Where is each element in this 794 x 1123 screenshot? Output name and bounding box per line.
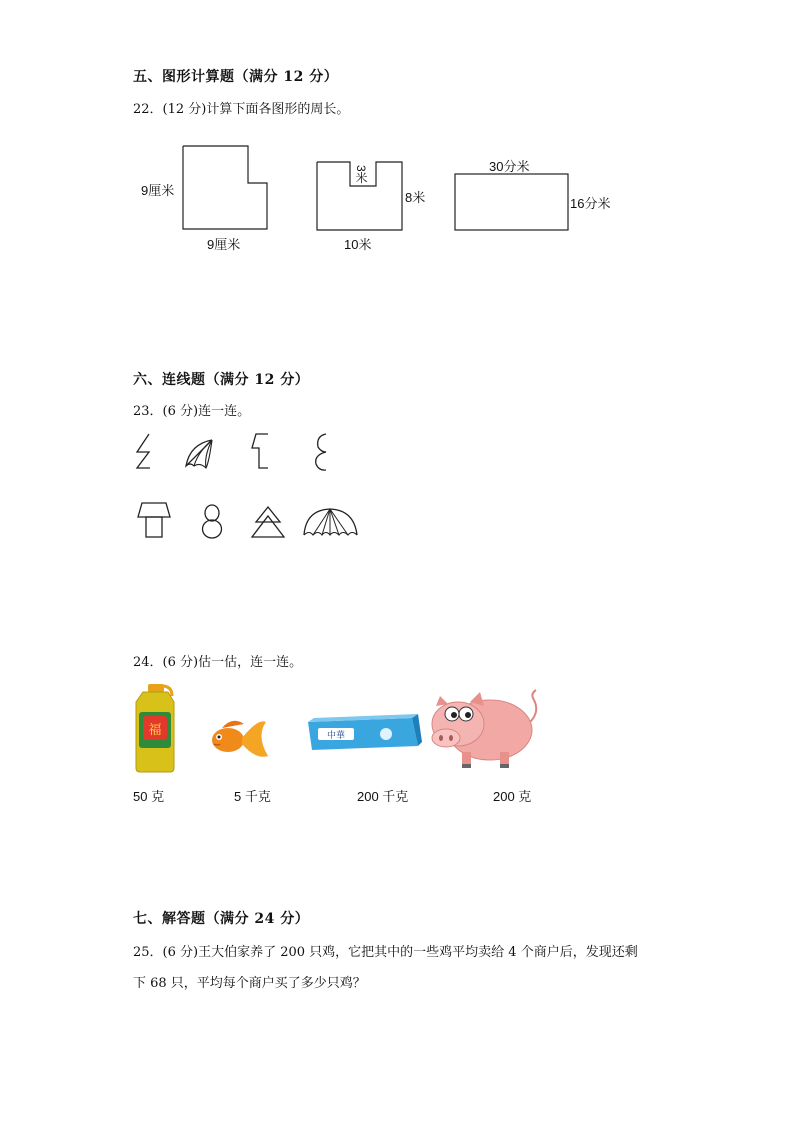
question-23: 23．(6 分)连一连。 [133, 404, 251, 419]
oil-bottle-icon [136, 684, 174, 772]
fig2-right-label: 8米 [405, 190, 426, 205]
oil-label: 福 [148, 723, 162, 738]
question-25-line2: 下 68 只，平均每个商户买了多少只鸡？ [133, 976, 366, 991]
weight-label-2: 5 千克 [234, 789, 271, 804]
fig1-left-label: 9厘米 [141, 183, 175, 198]
fig1-bottom-label: 9厘米 [207, 237, 241, 252]
toothpaste-icon [308, 714, 422, 750]
question-22: 22．(12 分)计算下面各图形的周长。 [133, 102, 350, 117]
question-24: 24．(6 分)估一估，连一连。 [133, 655, 303, 670]
fig3-right-label: 16分米 [570, 196, 611, 211]
toothpaste-label: 中華 [326, 731, 346, 741]
section-title-7: 七、解答题（满分 24 分） [133, 911, 310, 927]
section-title-6: 六、连线题（满分 12 分） [133, 372, 310, 388]
section-title-5: 五、图形计算题（满分 12 分） [133, 69, 339, 85]
question-25-line1: 25．(6 分)王大伯家养了 200 只鸡，它把其中的一些鸡平均卖给 4 个商户后，发现还剩 [133, 945, 638, 960]
fig2-notch-label: 3米 [354, 165, 368, 184]
goldfish-icon [212, 721, 268, 757]
pig-icon [432, 690, 536, 768]
weight-label-1: 50 克 [133, 789, 165, 804]
weight-label-3: 200 千克 [357, 789, 409, 804]
fig2-bottom-label: 10米 [344, 237, 372, 252]
weight-label-4: 200 克 [493, 789, 532, 804]
fig3-top-label: 30分米 [489, 159, 530, 174]
